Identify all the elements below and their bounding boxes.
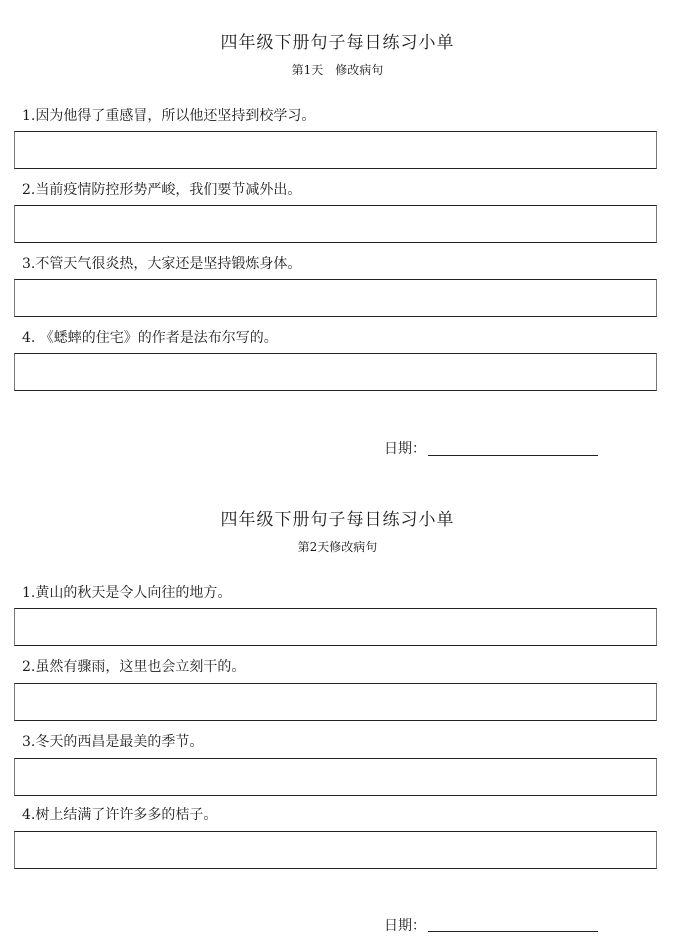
worksheet-title: 四年级下册句子每日练习小单: [220, 33, 455, 53]
question-1: 1.黄山的秋天是令人向往的地方。: [22, 585, 232, 601]
question-4: 4. 《蟋蟀的住宅》的作者是法布尔写的。: [22, 330, 278, 346]
answer-box-1[interactable]: [14, 131, 657, 169]
date-input-line[interactable]: [428, 455, 598, 456]
question-1: 1.因为他得了重感冒，所以他还坚持到校学习。: [22, 108, 316, 124]
date-label: 日期：: [384, 441, 426, 457]
question-4: 4.树上结满了许许多多的桔子。: [22, 807, 218, 823]
question-3: 3.冬天的西昌是最美的季节。: [22, 734, 204, 750]
worksheet-subtitle: 第2天修改病句: [297, 540, 378, 554]
answer-box-2[interactable]: [14, 683, 657, 721]
answer-box-1[interactable]: [14, 608, 657, 646]
worksheet-day-2: [0, 476, 675, 952]
date-label: 日期：: [384, 918, 426, 934]
question-2: 2.虽然有骤雨，这里也会立刻干的。: [22, 659, 246, 675]
answer-box-3[interactable]: [14, 758, 657, 796]
date-input-line[interactable]: [428, 931, 598, 932]
worksheet-subtitle: 第1天 修改病句: [291, 63, 384, 77]
answer-box-4[interactable]: [14, 353, 657, 391]
answer-box-2[interactable]: [14, 205, 657, 243]
answer-box-3[interactable]: [14, 279, 657, 317]
question-2: 2.当前疫情防控形势严峻，我们要节减外出。: [22, 182, 302, 198]
worksheet-title: 四年级下册句子每日练习小单: [220, 510, 455, 530]
answer-box-4[interactable]: [14, 831, 657, 869]
question-3: 3.不管天气很炎热，大家还是坚持锻炼身体。: [22, 256, 302, 272]
